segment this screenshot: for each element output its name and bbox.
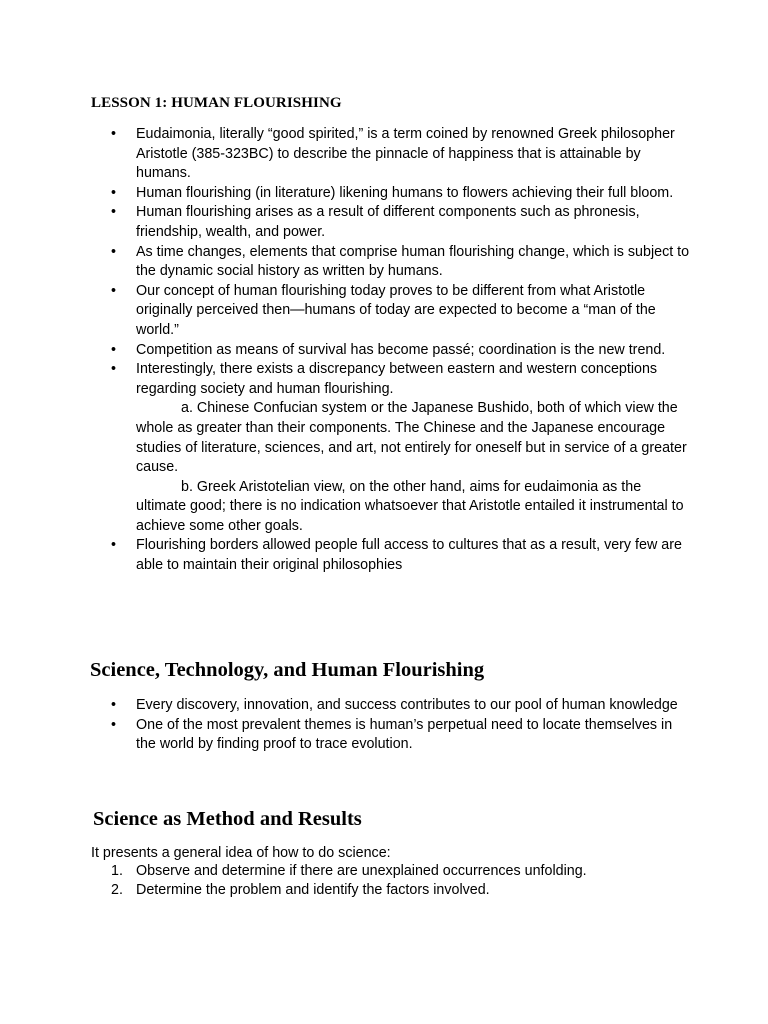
bullet-discrepancy [91, 360, 691, 536]
step-item [91, 881, 587, 900]
bullet-prevalent-themes: • One of the most prevalent themes is human’s perpetual need to locate themselves in the world by finding proof to trace evolution. [91, 716, 691, 755]
bullet-discrepancy-text: Interestingly, there exists a discrepancy between eastern and western conceptions regarding society and human flourishing. [136, 361, 658, 397]
step-text: Observe and determine if there are unexplained occurrences unfolding. [136, 863, 587, 879]
bullet-time-changes: • As time changes, elements that comprise human flourishing change, which is subject to the dynamic social history as written by humans. [91, 243, 691, 282]
bullet-components: • Human flourishing arises as a result of different components such as phronesis, friendship, wealth, and power. [91, 203, 691, 242]
bullet-eudaimonia: • Eudaimonia, literally “good spirited,” is a term coined by renowned Greek philosopher Aristotle (385-323BC) to describe the pinnacle of happiness that is attainable by humans. [91, 125, 691, 184]
bullet-competition: • Competition as means of survival has become passé; coordination is the new trend. [91, 341, 691, 361]
lesson-bullet-list [91, 125, 691, 576]
section-heading-science-method: Science as Method and Results [93, 808, 362, 830]
lesson-title: LESSON 1: HUMAN FLOURISHING [91, 95, 342, 111]
step-item [91, 862, 587, 881]
science-steps-list [91, 862, 587, 899]
bullet-borders: • Flourishing borders allowed people full access to cultures that as a result, very few are able to maintain their original philosophies [91, 536, 691, 575]
step-number: 2. [111, 881, 123, 898]
bullet-discovery: • Every discovery, innovation, and success contributes to our pool of human knowledge [91, 696, 691, 716]
subitem-greek-view: b. Greek Aristotelian view, on the other hand, aims for eudaimonia as the ultimate good; there is no indication whatsoever that Aristotle entailed it instrumental to achieve some other goals. [136, 478, 684, 534]
step-text: Determine the problem and identify the factors involved. [136, 881, 490, 898]
step-number: 1. [111, 863, 123, 879]
bullet-flower-analogy: • Human flourishing (in literature) likening humans to flowers achieving their full bloom. [91, 184, 691, 204]
science-technology-bullet-list [91, 696, 691, 755]
bullet-modern-concept: • Our concept of human flourishing today proves to be different from what Aristotle originally perceived then—humans of today are expected to become a “man of the world.” [91, 282, 691, 341]
section-intro-text: It presents a general idea of how to do science: [91, 845, 391, 861]
subitem-eastern-view: a. Chinese Confucian system or the Japanese Bushido, both of which view the whole as greater than their components. The Chinese and the Japanese encourage studies of literature, sciences, and art, not entirely for oneself but in service of a greater cause. [136, 400, 687, 476]
section-heading-science-technology: Science, Technology, and Human Flourishing [90, 659, 485, 681]
